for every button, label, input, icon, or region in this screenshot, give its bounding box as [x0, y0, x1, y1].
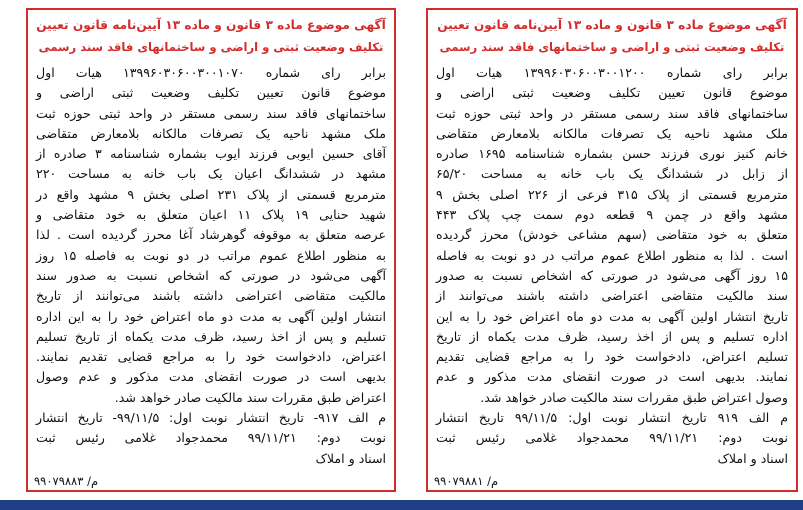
body-line: مالکیت متقاضی اعتراضی داشته باشند می‌توانند از تاریخ [36, 288, 386, 304]
body-line: نوبت دوم: ۹۹/۱۱/۲۱ محمدجواد غلامی رئیس ثبت [436, 430, 788, 446]
body-line: ساختمانهای فاقد سند رسمی مستقر در واحد ثبتی حوزه ثبت [36, 105, 386, 121]
notice-code: ۹۹۰۷۹۸۸۳ /م [34, 474, 99, 488]
body-line: نمایند. بدیهی است در صورت انقضای مدت مذکور و عدم [436, 369, 788, 385]
body-line: مشهد در ششدانگ اعیان یک باب خانه به مساحت ۲۲۰ [36, 166, 386, 182]
body-line: اداره تسلیم و پس از اخذ رسید، ظرف مدت یکماه از تاریخ [436, 328, 788, 344]
body-line: موضوع قانون تعیین تکلیف وضعیت ثبتی اراضی و [436, 85, 788, 101]
body-line: تاریخ انتشار اولین آگهی به مدت دو ماه اعتراض خود را به این [436, 308, 788, 324]
body-line: ملک مشهد ناحیه یک تصرفات مالکانه بلامعارض متقاضی [36, 125, 386, 141]
title-line: آگهی موضوع ماده ۳ قانون و ماده ۱۳ آیین‌نامه قانون تعیین [36, 18, 386, 32]
body-line: مترمربع قسمتی از پلاک ۲۳۱ اصلی بخش ۹ مشهد واقع در [36, 186, 386, 202]
body-line: برابر رای شماره ۱۳۹۹۶۰۳۰۶۰۰۳۰۰۱۲۰۰ هیات اول [436, 65, 788, 80]
body-line: خانم کنیز نوری فرزند حسن بشماره شناسنامه ۱۶۹۵ صادره [436, 146, 788, 162]
body-line: برابر رای شماره ۱۳۹۹۶۰۳۰۶۰۰۳۰۰۱۰۷۰ هیات اول [36, 65, 386, 80]
title-line: تکلیف وضعیت ثبتی و اراضی و ساختمانهای فاقد سند رسمی [439, 40, 785, 54]
body-line: موضوع قانون تعیین تکلیف وضعیت ثبتی اراضی و [36, 85, 386, 101]
notice-left [26, 8, 396, 492]
body-line: شهید حنایی ۱۹ پلاک ۱۱ اعیان متعلق به خود متقاضی و [36, 207, 386, 223]
notice-body [28, 60, 394, 469]
body-line: ملک مشهد ناحیه یک تصرفات مالکانه بلامعارض متقاضی [436, 125, 788, 141]
body-line: متعلق به خود متقاضی (سهم مشاعی خودش) محرز گردیده [436, 227, 788, 243]
body-line: م الف ۹۱۹ تاریخ انتشار نوبت اول: ۹۹/۱۱/۵ تاریخ انتشار [436, 410, 789, 426]
body-line: اعتراض، دادخواست خود را به مراجع قضایی تقدیم نمایند. [36, 349, 386, 365]
body-line: مشهد واقع در چمن ۹ قطعه دوم سمت چپ پلاک ۴۴۳ [436, 207, 788, 223]
body-line: تسلیم اعتراض، دادخواست خود را به مراجع قضایی تقدیم [436, 349, 788, 365]
body-line: است . لذا به منظور اطلاع عموم مراتب در دو نوبت به فاصله [436, 247, 788, 263]
body-line: آگهی می‌شود در صورتی که اشخاص نسبت به صدور سند [36, 267, 386, 283]
notice-body [428, 60, 796, 469]
body-line: وصول اعتراض طبق مقررات سند مالکیت صادر خواهد شد. [480, 389, 788, 405]
body-line: به منظور اطلاع عموم مراتب در دو نوبت به فاصله ۱۵ روز [36, 247, 386, 263]
body-line: بدیهی است در صورت انقضای مدت مذکور و عدم وصول [36, 369, 386, 385]
body-line: از زابل در ششدانگ یک باب خانه به مساحت ۶۵/۲۰ [436, 166, 788, 182]
notice-title [428, 10, 796, 60]
body-line: ۱۵ روز آگهی می‌شود در صورتی که اشخاص نسبت به صدور [436, 267, 788, 283]
notice-right [426, 8, 798, 492]
notice-code: ۹۹۰۷۹۸۸۱ /م [434, 474, 499, 488]
title-line: آگهی موضوع ماده ۳ قانون و ماده ۱۳ آیین‌نامه قانون تعیین [437, 18, 787, 32]
body-line: اسناد و املاک [717, 450, 788, 466]
body-line: تسلیم و پس از اخذ رسید، ظرف مدت یکماه از تاریخ تسلیم [36, 328, 386, 344]
body-line: نوبت دوم: ۹۹/۱۱/۲۱ محمدجواد غلامی رئیس ثبت [36, 430, 386, 446]
notice-title [28, 10, 394, 60]
body-line: آقای حسین ایوبی فرزند ایوب بشماره شناسنامه ۳ صادره از [36, 146, 386, 162]
body-line: سند مالکیت متقاضی اعتراضی داشته باشند می‌توانند از [436, 288, 788, 304]
body-line: عرصه متعلق به موقوفه گوهرشاد آغا محرز گردیده است . لذا [36, 227, 386, 243]
body-line: اسناد و املاک [315, 450, 386, 466]
title-line: تکلیف وضعیت ثبتی و اراضی و ساختمانهای فاقد سند رسمی [38, 40, 384, 54]
body-line: اعتراض طبق مقررات سند مالکیت صادر خواهد شد. [114, 389, 386, 405]
bottom-bar [0, 500, 803, 510]
body-line: ساختمانهای فاقد سند رسمی مستقر در واحد ثبتی حوزه ثبت [436, 105, 788, 121]
body-line: م الف ۹۱۷- تاریخ انتشار نوبت اول: ۹۹/۱۱/۵- تاریخ انتشار [36, 410, 386, 426]
body-line: مترمربع قسمتی از پلاک ۳۱۵ فرعی از ۲۲۶ اصلی بخش ۹ [436, 186, 788, 202]
body-line: انتشار اولین آگهی به مدت دو ماه اعتراض خود را به این اداره [36, 308, 386, 324]
